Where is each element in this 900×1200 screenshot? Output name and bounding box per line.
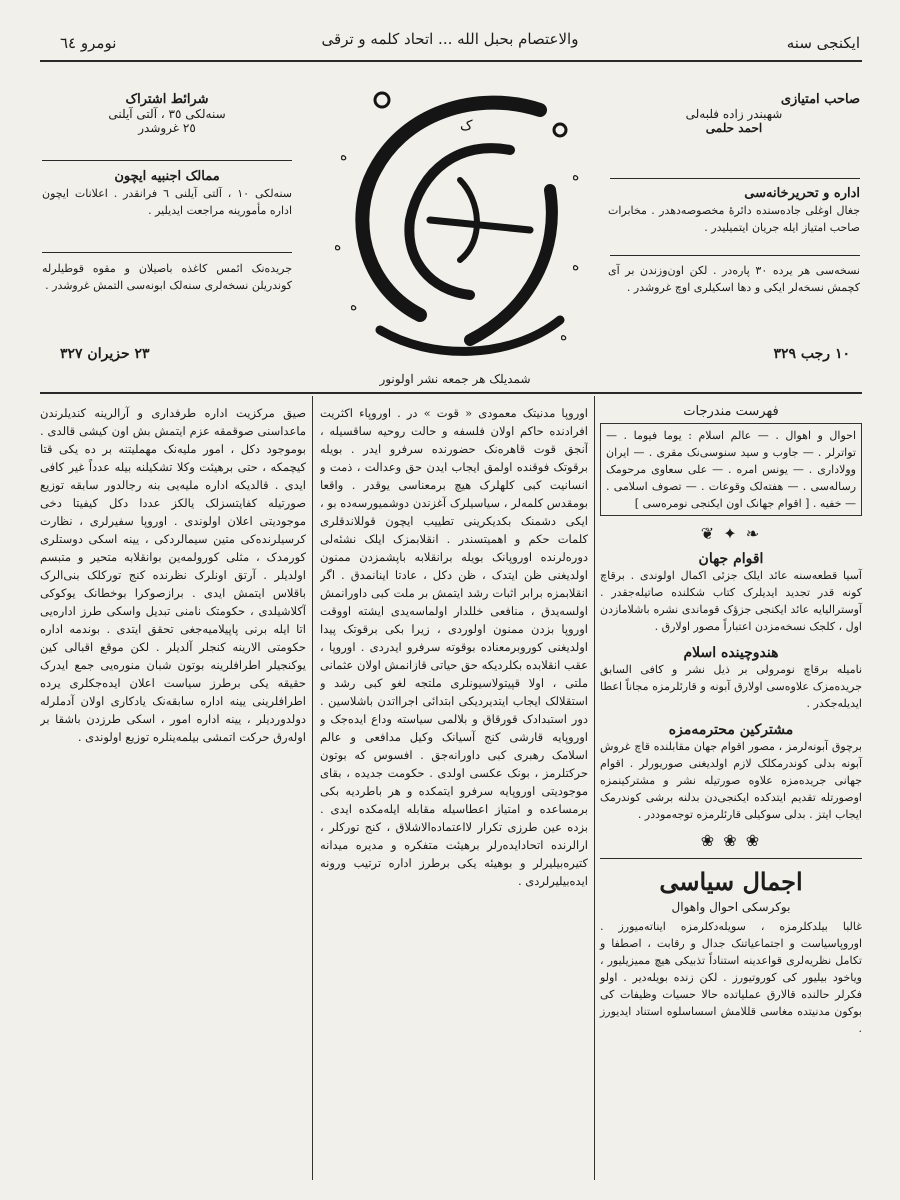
owner-name: احمد حلمی	[705, 121, 763, 135]
subscribers-heading: مشترکین محترمه‌مزه	[668, 722, 794, 738]
owner-line: شهبندر زاده فلبه‌لی	[685, 107, 783, 121]
price-text: نسخه‌سی هر یرده ٣٠ پاره‌در . لکن اون‌وزندن بر آی کچمش نسخه‌لر ایکی و دها اسکیلری اوچ غروشدر .	[608, 264, 860, 294]
column-divider	[594, 396, 595, 1180]
foreign-label: ممالک اجنبیه ایچون	[114, 169, 220, 184]
masthead-subtitle: شمدیلک هر جمعه نشر اولونور	[379, 372, 531, 386]
aqwam-heading: اقوام جهان	[698, 551, 764, 567]
ijmal-heading: اجمال سیاسی	[659, 867, 803, 896]
subscription-line2: ٢٥ غروشدر	[138, 121, 196, 135]
column-divider	[312, 396, 313, 1180]
ijmal-text: غالبا بیلدکلرمزه ، سویله‌دکلرمزه ایناته‌میورز . اوروپاسیاست و اجتماعیاتنک جدال و رقابت ، اصطفا و تکامل نظریه‌لری قواعدینه استناداً تذبیکی هیچ ممیزیلیور ، ویاخود بیلیور کی کوروتیورز . لکن زنده بویله‌دیر . اولو فکرلر حالنده قالارق عملیاتده حالا حسیات وظیفات کی بوکون مدنیتده مغاسی قللامش اسساسلوه استناد ایدیورز .	[600, 920, 862, 1035]
svg-text:ه: ه	[572, 258, 580, 274]
svg-text:ه: ه	[334, 238, 342, 254]
rule	[600, 858, 862, 859]
admin-label: اداره و تحریرخانه‌سی	[744, 186, 860, 201]
svg-text:ک: ک	[460, 118, 473, 134]
title-calligraphy-art	[310, 70, 600, 370]
date-rumi: ٢٣ حزیران ٣٢٧	[60, 346, 150, 362]
middle-column-text: اوروپا مدنیتک معمودی « قوت » در . اوروپاء اکثریت افرادنده حاکم اولان فلسفه و حالت روحیه ساقسیله ، آنجق قوت قاهره‌نک حضورنده سرفرو ایدر . بویله برقوتک فوقنده اولمق ایجاب ایدن حق وعدالت ، ذمت و انسانیت کبی کلهلرک هیچ برمعناسی یوقدر . واقعا بومقدس کلمه‌لر ، سیاسیلرک آغزندن دوشمیورسه‌ده بو ، ایکی دشمنک بکدیکرینی تطییب ایچون قوللاندقلری کلمات حکم و اهمیتسندر . انقلابمزک ایلک نشئه‌لی دوره‌لرنده اوروپانک بویله برانقلابه باپشمزدن ممنون اولدیغنی ظن ایتدک ، ظن دکل ، عادتا اینانمدق . اگر انقلابمزه برابر اثبات رشد ایتمش بر ملت کبی داورانمش اولسه‌یدق ، منافعی خللدار اولماسه‌یدی ایشته اووقت اوروپا بزدن ممنون اولوردی ، زیرا بکی برقوتک پیدا اولدیغنی کوروبرمعناده بوقوته سرفرو ایدردی . اوروپا ، عقب انقلابده بکلردیکه حق حیاتی قازانمش اولان عثمانی ملتی ، اولا قپیتولاسیونلری ملتجه لغو کبی رشد و استقلالک ایجاب ایتدیردیکی ابتدائی اجرااتدن باشلاسین . دور استبدادک قورقاق و بلالمی سیاسته وداع ایده‌جک و اوروپایه قارشی کنج آسیانک وکیل مدافعی و عالم اسلامک رهبری کبی داورانه‌جق . افسوس که بوتون حرکتلرمز ، بونک عکسی اولدی . حکومت جدیده ، بقای موجودیتی اوروپایه سرفرو ایتمکده و هر باطردیه بکی برمساعده و امتیاز اعطاسیله مقابله ایله‌مکده ایدی . بزده عین طرزی تکرار لااعتماده‌الاشلاق ، کنج تورکلر ، ارالرنده اتحادایده‌رلر برهیئت متفکره و مدیره میدانه کتیره‌بیلیرلر و بوهیئه یکی برطرز اداره ترتیب ورونه ایده‌بیلیرلردی .	[320, 406, 588, 888]
rule	[42, 252, 292, 253]
rule	[42, 160, 292, 161]
left-column-text: صیق مرکزیت اداره طرفداری و آرالرینه کندیلرندن ماعداسنی صوقمقه عزم ایتمش بش اون کیشی قالدی . بوموجود دکل ، امور ملیه‌نک مهملیتنه بر ده یکی قتا کیچمکه ، حتی برهیئت وکلا تشکیلنه بیله عدداً غیر کافی ایدی . قالدیکه اداره ملیه‌یی بنه رجالدور سابقه توزیع صورتیله کفایتسزلک یالکز عددا دکل کیفیتا دخی موجودیتی اعلان اولوندی . اوروپا سفیرلری ، نظارت کرسیلرنده‌کی متین سیمالردکی ، یینه اسکی دوستلری کورمدک ، مثلی کورولمه‌ین بوانقلابه متحیر و متبسم اولدیلر . آرتق اونلرک نظرنده کنج تورکلک بنی‌الرک باقلاس ایتمش ایدی . برازصوکرا بوخطانک یوکوکی آکلاشیلدی ، حکومتک نامنی تبدیل واسکی طرز اداره‌یی اتا ایله برنی پاپیلامیه‌جغی تحقق ایتدی . بوندمه اداره حکومتی الارینه کنجلر آلدیلر . لکن موقع اقبالی کین یوکنجیلر اطرافلرینه بوتون شبان منوره‌یی جمع ایدرک حقیقه یکی برطرز سیاست اعلان ایده‌جکلری یرده اطرافلرینی یینه اداره سابقه‌نک یادکاری اولان آدملرله دولدوردیلر ، یینه اداره امور ، اسکی طرزدن باشقا بر اوله‌رق حرکت اتمشی بیلمه‌ینلره توزیع اولوندی .	[40, 406, 306, 744]
hind-heading: هندوچینده اسلام	[683, 645, 779, 661]
leaf-ornament-icon: ❦ ✦ ❧	[700, 524, 762, 543]
rule	[610, 255, 860, 256]
note-text: جریده‌نک ائمس کاغذه باصیلان و مقوه قوطیلرله کوندریلن نسخه‌لری سنه‌لک ابونه‌سی التمش غروشدر .	[42, 262, 292, 292]
hind-text: نامیله برقاچ نومرولی بر ذیل نشر و کافی السابق جریده‌مزک علاوه‌سی اولارق آبونه و قارئلرمزه مجاناً اعطا ایدیله‌جکدر .	[600, 663, 862, 710]
top-rule	[40, 60, 862, 62]
svg-text:ه: ه	[560, 328, 568, 344]
subscription-label: شرائط اشتراک	[125, 92, 209, 107]
subscribers-text: برچوق آبونه‌لرمز ، مصور اقوام جهان مقابلنده قاچ غروش آبونه بدلی کوندرمکلک لازم اولدیغنی صوریورلر . اقوام جهانی جریده‌مزه علاوه صورتیله نشر و مشترکینمزه اوصورتله تقدیم ایتدکده ایکنجی‌دن بدلنه برشی کوندرمک ایجاب ایتز . بدلی سوکیلی قارئلرمزه توجه‌موددر .	[600, 740, 862, 821]
issue-number: نومرو ٦٤	[60, 34, 117, 52]
foreign-block	[42, 168, 292, 219]
svg-text:ه: ه	[572, 168, 580, 184]
svg-text:ه: ه	[340, 148, 348, 164]
admin-text: جغال اوغلی جاده‌سنده دائرهٔ مخصوصه‌دهدر . مخابرات صاحب امتیاز ایله جریان ایتمیلیدر .	[608, 204, 860, 234]
subscription-block	[42, 92, 292, 135]
contents-heading: فهرست مندرجات	[683, 404, 779, 419]
masthead-rule	[40, 392, 862, 394]
rule	[610, 178, 860, 179]
year-label: ایکنجی سنه	[786, 34, 860, 52]
owner-label: صاحب امتیازی	[780, 92, 860, 107]
admin-block	[608, 185, 860, 236]
right-column	[600, 404, 862, 1037]
aqwam-text: آسیا قطعه‌سنه عائد ایلک جزئی اکمال اولوندی . برقاچ کونه قدر تجدید ایدیلرک کتاب شکلنده صاتیله‌جقدر . آوسترالیایه عائد ایکنجی جزؤک قوماندی نشره باشلامازدن اول ، کلجک نسخه‌مزدن اعتباراً مصور اولارق .	[600, 569, 862, 633]
svg-text:ه: ه	[350, 298, 358, 314]
masthead-motto: والاعتصام بحبل الله ... اتحاد کلمه و ترقی	[321, 30, 579, 48]
owner-block	[608, 92, 860, 135]
flower-ornament: ❀ ❀ ❀	[700, 831, 762, 850]
contents-text: احوال و اهوال . — عالم اسلام : یوما فیوما . — تواترلر . — جاوب و سید سنوسی‌نک مقری . — ایران وولاداری . — یونس امره . — علی سعاوی مرحومک رساله‌سی . — هفته‌لک وقوعات . — تصوف اسلامی . — خفیه . [ اقوام جهانک اون ایکنجی نومره‌سی ]	[600, 423, 862, 516]
foreign-text: سنه‌لکی ١٠ ، آلتی آیلنی ٦ فرانقدر . اعلانات ایچون اداره مأمورینه مراجعت ایدیلیر .	[42, 187, 292, 217]
title-calligraphy	[310, 70, 600, 370]
ijmal-subheading: بوکرسکی احوال واهوال	[671, 900, 791, 914]
date-hijri: ١٠ رجب ٣٢٩	[773, 346, 850, 362]
subscription-line1: سنه‌لکی ٣٥ ، آلتی آیلنی	[108, 107, 226, 121]
